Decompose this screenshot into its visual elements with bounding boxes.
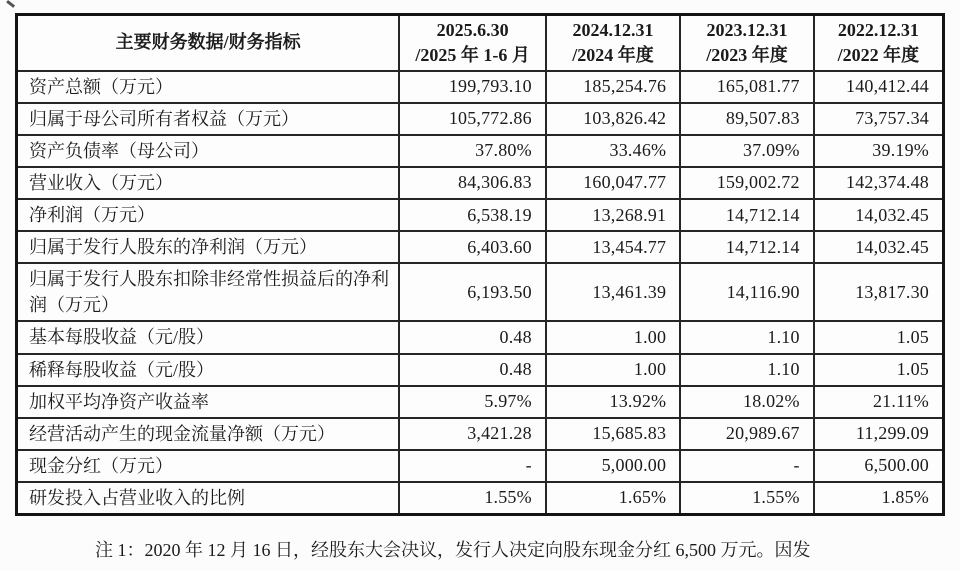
header-period-cell	[814, 15, 944, 71]
value-cell: 140,412.44	[814, 71, 944, 103]
value-cell: 73,757.34	[814, 103, 944, 135]
value-cell: 6,538.19	[399, 199, 545, 231]
value-cell: 1.05	[814, 354, 944, 386]
value-cell: 1.55%	[399, 482, 545, 515]
value-cell: 185,254.76	[546, 71, 680, 103]
period-range: /2025 年 1-6 月	[415, 44, 530, 65]
header-period-cell	[399, 15, 545, 71]
row-label-cell: 净利润（万元）	[17, 199, 400, 231]
value-cell: 14,116.90	[680, 263, 813, 321]
value-cell: 33.46%	[546, 135, 680, 167]
value-cell: 103,826.42	[546, 103, 680, 135]
value-cell: 18.02%	[680, 386, 813, 418]
value-cell: 14,032.45	[814, 231, 944, 263]
value-cell: 6,193.50	[399, 263, 545, 321]
value-cell: 13.92%	[546, 386, 680, 418]
value-cell: 1.65%	[546, 482, 680, 515]
value-cell: 5,000.00	[546, 450, 680, 482]
value-cell: 1.10	[680, 321, 813, 353]
table-row	[17, 71, 944, 103]
value-cell: 142,374.48	[814, 167, 944, 199]
value-cell: -	[680, 450, 813, 482]
row-label-cell: 归属于母公司所有者权益（万元）	[17, 103, 400, 135]
row-label-cell: 经营活动产生的现金流量净额（万元）	[17, 418, 400, 450]
value-cell: 159,002.72	[680, 167, 813, 199]
header-period-cell	[546, 15, 680, 71]
row-label-cell: 研发投入占营业收入的比例	[17, 482, 400, 515]
value-cell: 165,081.77	[680, 71, 813, 103]
value-cell: 13,817.30	[814, 263, 944, 321]
value-cell: 0.48	[399, 321, 545, 353]
value-cell: 105,772.86	[399, 103, 545, 135]
table-row	[17, 386, 944, 418]
header-period-cell	[680, 15, 813, 71]
row-label-cell: 资产负债率（母公司）	[17, 135, 400, 167]
row-label-cell: 现金分红（万元）	[17, 450, 400, 482]
period-date: 2024.12.31	[572, 20, 654, 40]
value-cell: 1.55%	[680, 482, 813, 515]
value-cell: 20,989.67	[680, 418, 813, 450]
value-cell: 3,421.28	[399, 418, 545, 450]
value-cell: 84,306.83	[399, 167, 545, 199]
period-range: /2024 年度	[572, 44, 654, 65]
value-cell: 14,032.45	[814, 199, 944, 231]
footnote: 注 1：2020 年 12 月 16 日，经股东大会决议，发行人决定向股东现金分红 6,500 万元。因发	[95, 540, 811, 560]
table-row	[17, 321, 944, 353]
value-cell: 1.85%	[814, 482, 944, 515]
value-cell: 1.00	[546, 321, 680, 353]
value-cell: 13,461.39	[546, 263, 680, 321]
value-cell: 1.05	[814, 321, 944, 353]
value-cell: 11,299.09	[814, 418, 944, 450]
value-cell: 6,500.00	[814, 450, 944, 482]
value-cell: 199,793.10	[399, 71, 545, 103]
row-label-cell: 归属于发行人股东的净利润（万元）	[17, 231, 400, 263]
row-label-cell: 基本每股收益（元/股）	[17, 321, 400, 353]
table-row	[17, 199, 944, 231]
value-cell: 160,047.77	[546, 167, 680, 199]
table-header-row	[17, 15, 944, 71]
value-cell: -	[399, 450, 545, 482]
table-row	[17, 231, 944, 263]
period-range: /2023 年度	[706, 44, 788, 65]
value-cell: 89,507.83	[680, 103, 813, 135]
value-cell: 6,403.60	[399, 231, 545, 263]
period-range: /2022 年度	[837, 44, 920, 65]
row-label-cell: 资产总额（万元）	[17, 71, 400, 103]
table-row	[17, 418, 944, 450]
row-label-cell: 营业收入（万元）	[17, 167, 400, 199]
table-row	[17, 354, 944, 386]
value-cell: 15,685.83	[546, 418, 680, 450]
row-label-cell: 加权平均净资产收益率	[17, 386, 400, 418]
value-cell: 0.48	[399, 354, 545, 386]
stray-scan-mark	[6, 0, 15, 8]
table-row	[17, 103, 944, 135]
value-cell: 37.09%	[680, 135, 813, 167]
value-cell: 21.11%	[814, 386, 944, 418]
row-label-cell: 稀释每股收益（元/股）	[17, 354, 400, 386]
value-cell: 1.00	[546, 354, 680, 386]
value-cell: 39.19%	[814, 135, 944, 167]
value-cell: 1.10	[680, 354, 813, 386]
period-date: 2023.12.31	[706, 20, 788, 40]
table-row	[17, 482, 944, 515]
period-date: 2025.6.30	[436, 20, 509, 40]
value-cell: 37.80%	[399, 135, 545, 167]
table-row	[17, 450, 944, 482]
table-row	[17, 167, 944, 199]
period-date: 2022.12.31	[837, 20, 919, 40]
value-cell: 14,712.14	[680, 199, 813, 231]
value-cell: 13,268.91	[546, 199, 680, 231]
header-indicator-cell: 主要财务数据/财务指标	[17, 15, 400, 71]
value-cell: 13,454.77	[546, 231, 680, 263]
row-label-cell: 归属于发行人股东扣除非经常性损益后的净利润（万元）	[17, 263, 400, 321]
value-cell: 14,712.14	[680, 231, 813, 263]
financial-table	[15, 13, 945, 516]
table-row	[17, 263, 944, 321]
table-row	[17, 135, 944, 167]
value-cell: 5.97%	[399, 386, 545, 418]
